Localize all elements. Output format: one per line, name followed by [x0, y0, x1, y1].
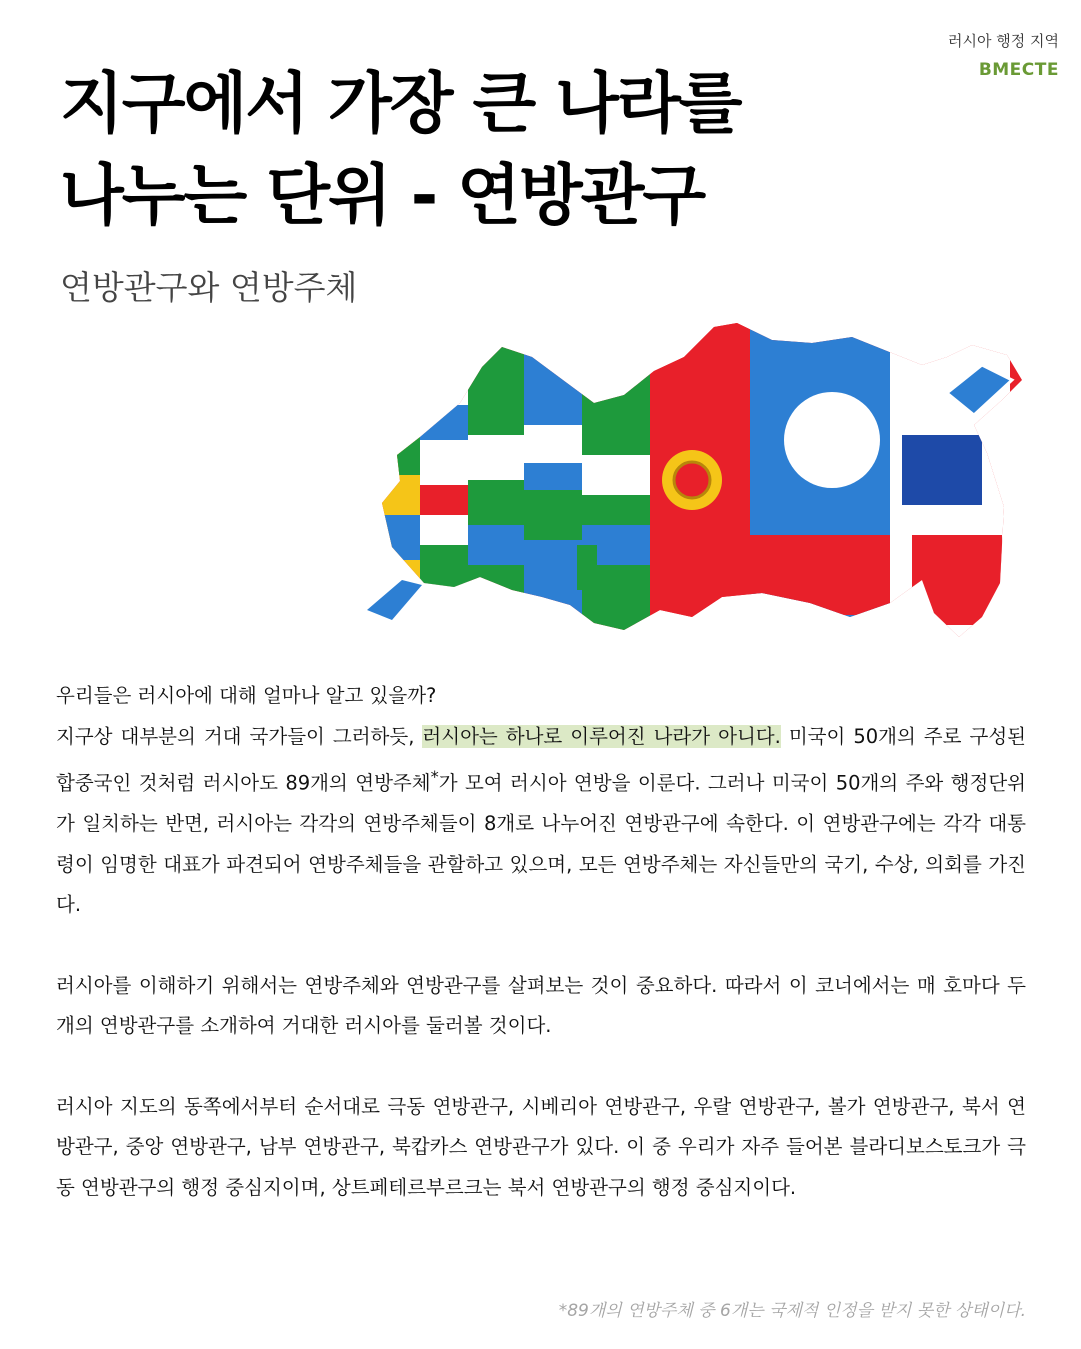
title-line-1: 지구에서 가장 큰 나라를 — [60, 65, 741, 142]
article-body — [56, 676, 1026, 1208]
russia-flag-map-icon — [362, 285, 1042, 680]
paragraph-1-text-b: 미국이 50개의 주로 구성된 합중국인 것처럼 러시아도 89개의 연방주체 — [56, 724, 1026, 795]
highlighted-sentence: 러시아는 하나로 이루어진 나라가 아니다. — [422, 724, 781, 748]
footnote: *89개의 연방주체 중 6개는 국제적 인정을 받지 못한 상태이다. — [558, 1301, 1026, 1321]
category-label: 러시아 행정 지역 — [948, 32, 1059, 50]
paragraph-1-text-c: 가 모여 러시아 연방을 이룬다. 그러나 미국이 50개의 주와 행정단위가 일치하는 반면, 러시아는 각각의 연방주체들이 8개로 나누어진 연방관구에 속한다. 이 연방관구에는 각각 대통령이 임명한 대표가 파견되어 연방주체들을 관할하고 있으며, 모든 연방주체는 자신들만의 국기, 수상, 의회를 가진다. — [56, 771, 1027, 916]
page-subtitle: 연방관구와 연방주체 — [60, 268, 358, 307]
brand-logo: BMECTE — [978, 60, 1059, 80]
page-title — [60, 58, 741, 242]
footnote-marker: * — [430, 767, 439, 786]
title-line-2: 나누는 단위 - 연방관구 — [60, 157, 705, 234]
paragraph-1 — [56, 676, 1026, 926]
paragraph-1-text-a: 지구상 대부분의 거대 국가들이 그러하듯, — [56, 724, 423, 748]
intro-question: 우리들은 러시아에 대해 얼마나 알고 있을까? — [56, 684, 437, 707]
paragraph-3: 러시아 지도의 동쪽에서부터 순서대로 극동 연방관구, 시베리아 연방관구, 우랄 연방관구, 볼가 연방관구, 북서 연방관구, 중앙 연방관구, 남부 연방관구, 북캅카스 연방관구가 있다. 이 중 우리가 자주 들어본 블라디보스토크가 극동 연방관구의 행정 중심지이며, 상트페테르부르크는 북서 연방관구의 행정 중심지이다. — [56, 1094, 1026, 1199]
paragraph-2: 러시아를 이해하기 위해서는 연방주체와 연방관구를 살펴보는 것이 중요하다. 따라서 이 코너에서는 매 호마다 두 개의 연방관구를 소개하여 거대한 러시아를 둘러볼 것이다. — [56, 973, 1026, 1037]
